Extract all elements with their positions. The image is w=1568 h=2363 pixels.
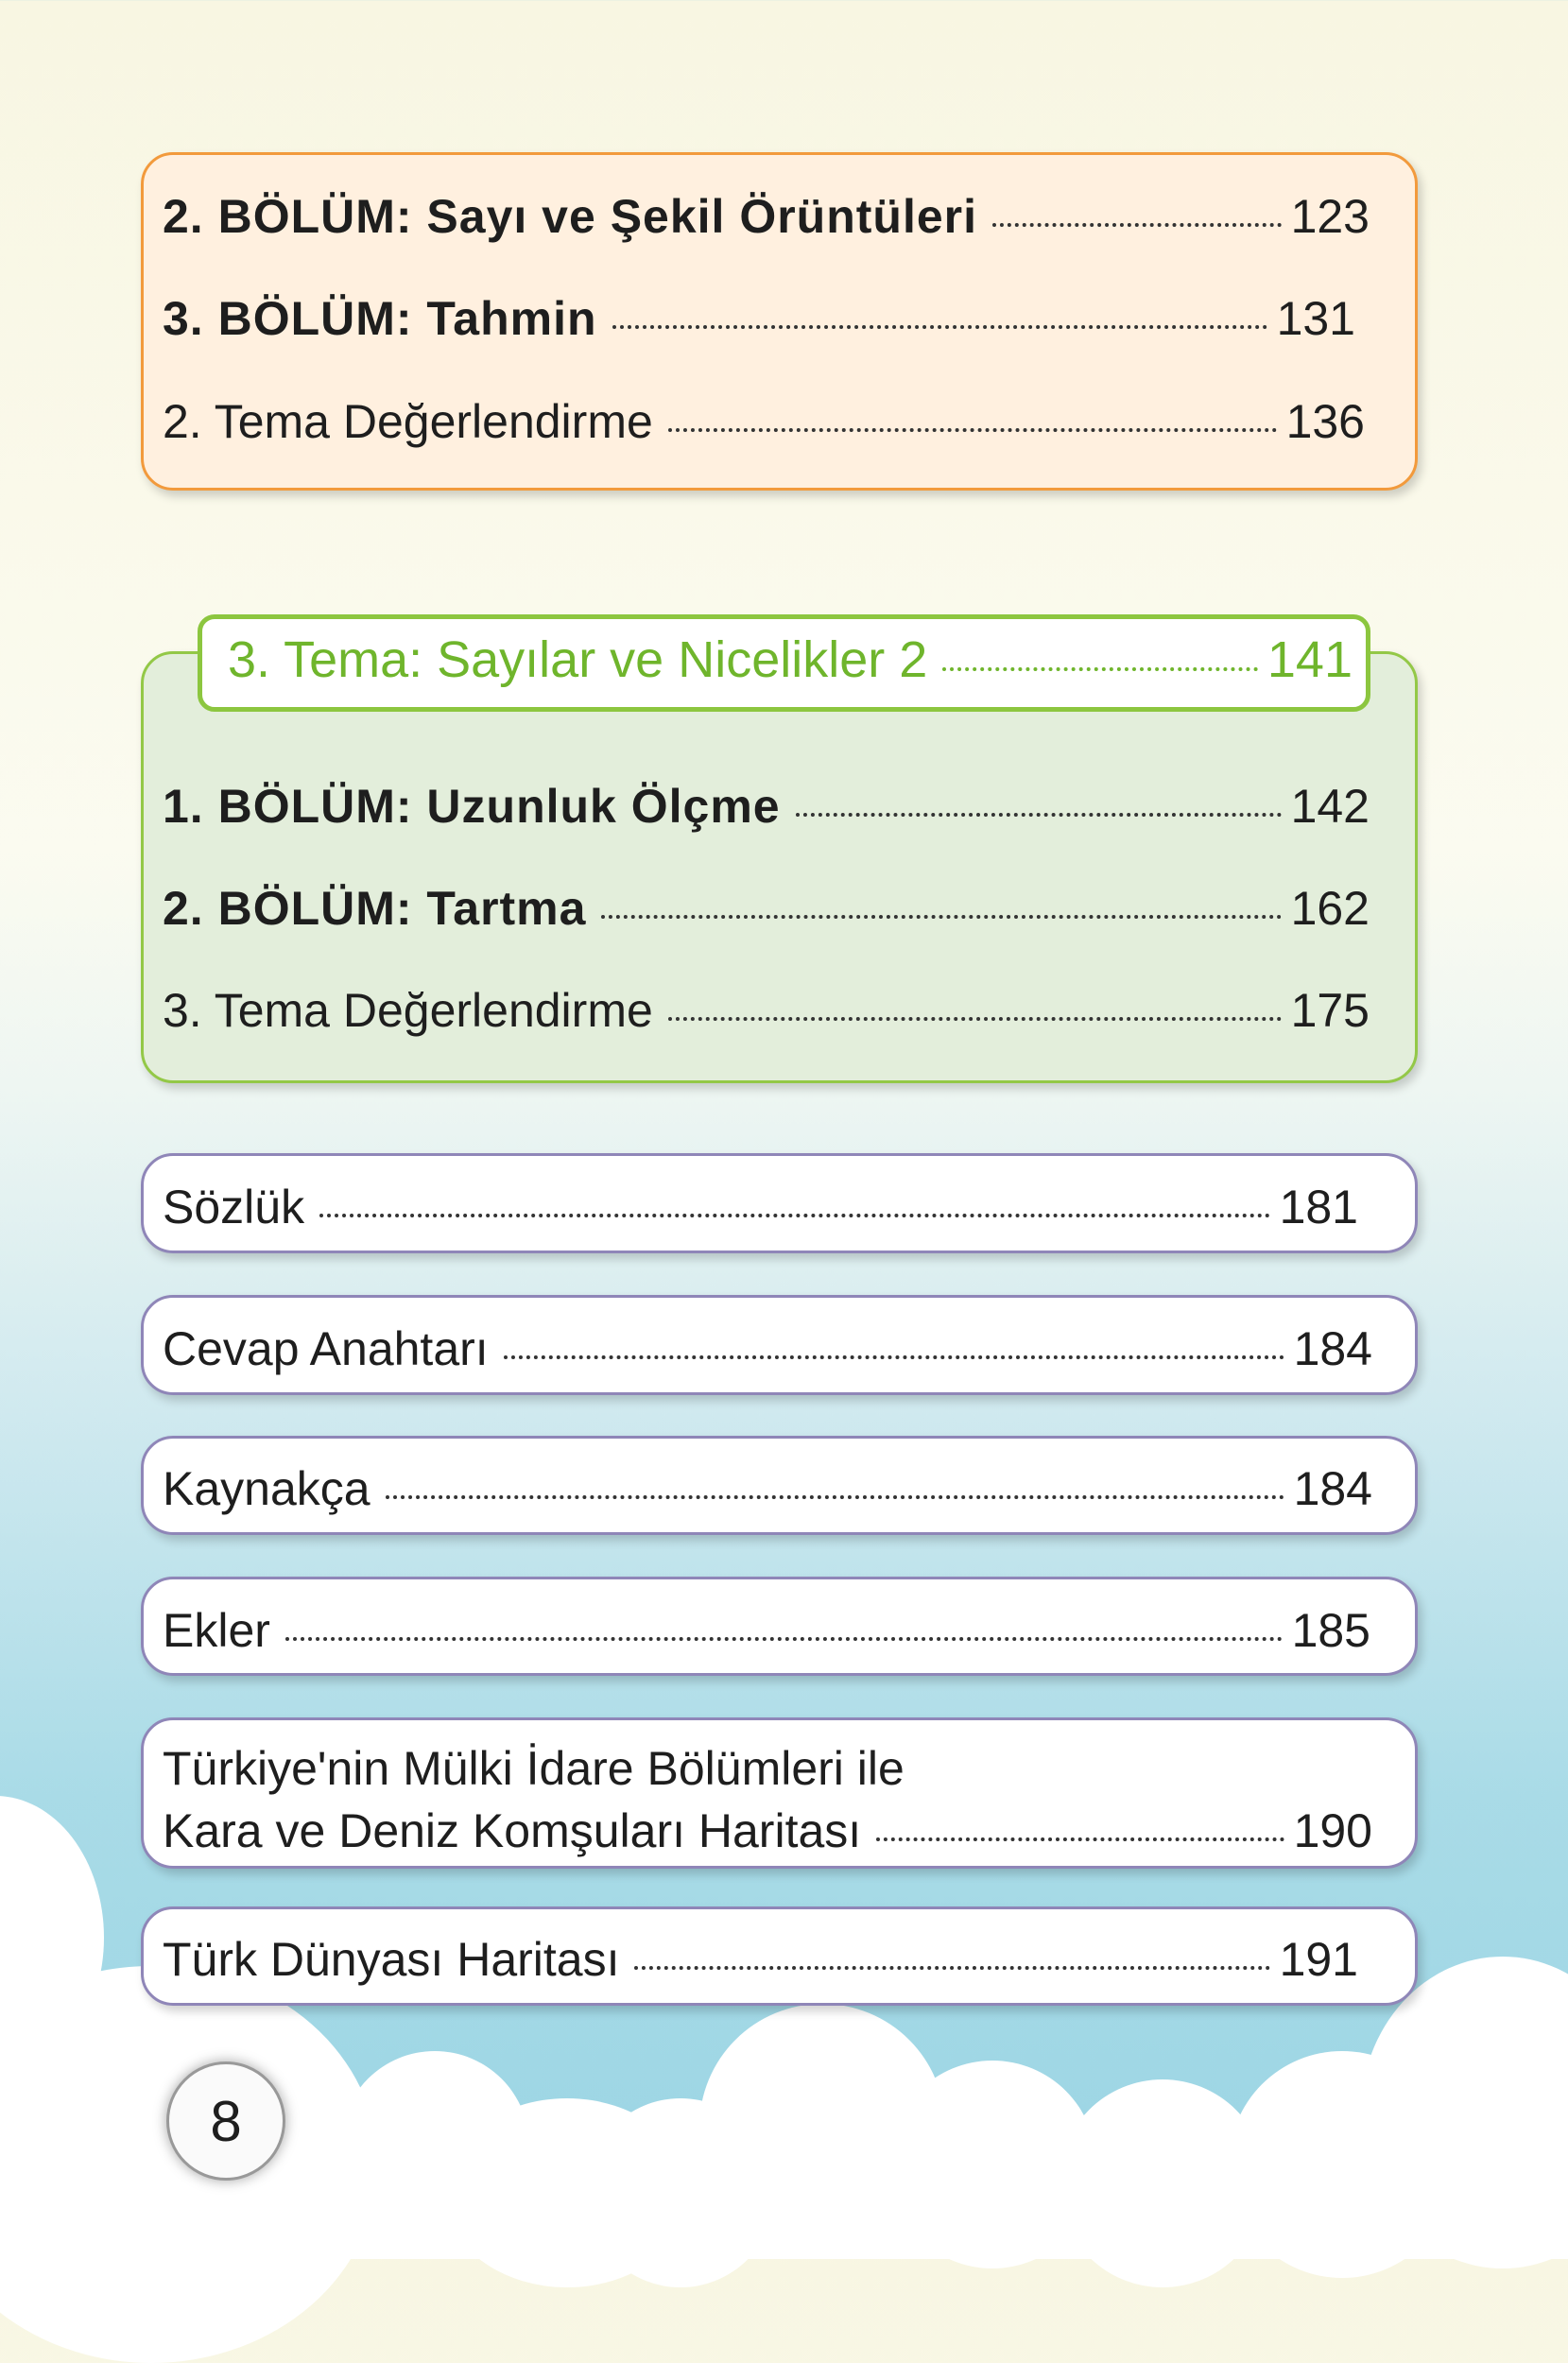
toc-entry[interactable] [163, 1461, 1372, 1516]
toc-entry[interactable] [163, 983, 1370, 1038]
entry-label: Cevap Anahtarı [163, 1322, 489, 1375]
entry-label: 2. BÖLÜM: Sayı ve Şekil Örüntüleri [163, 190, 978, 243]
dot-leader [319, 1214, 1269, 1217]
theme-title: 3. Tema: Sayılar ve Nicelikler 2 [228, 631, 928, 688]
entry-page: 142 [1290, 780, 1370, 833]
entry-label: 3. BÖLÜM: Tahmin [163, 292, 597, 345]
entry-page: 190 [1293, 1804, 1372, 1857]
theme-page: 141 [1266, 631, 1353, 688]
dot-leader [386, 1495, 1284, 1499]
entry-page: 185 [1291, 1604, 1370, 1657]
dot-leader [634, 1966, 1269, 1970]
entry-page: 136 [1285, 395, 1365, 448]
toc-entry[interactable] [163, 291, 1355, 346]
dot-leader [612, 325, 1267, 329]
entry-label: 2. BÖLÜM: Tartma [163, 882, 587, 935]
toc-entry[interactable] [163, 1803, 1372, 1858]
entry-page: 191 [1279, 1933, 1358, 1986]
toc-entry[interactable] [163, 394, 1365, 449]
toc-entry[interactable] [163, 1180, 1358, 1234]
dot-leader [992, 223, 1282, 227]
entry-label: Kaynakça [163, 1462, 370, 1515]
toc-entry[interactable] [163, 881, 1370, 936]
toc-entry[interactable] [163, 779, 1370, 834]
toc-entry[interactable] [163, 1321, 1372, 1376]
theme3-header[interactable] [198, 614, 1370, 712]
toc-entry[interactable] [163, 1603, 1370, 1658]
entry-label: Kara ve Deniz Komşuları Haritası [163, 1804, 862, 1857]
dot-leader [876, 1837, 1284, 1841]
entry-page: 131 [1276, 292, 1355, 345]
dot-leader [285, 1637, 1283, 1641]
entry-page: 162 [1290, 882, 1370, 935]
entry-page: 123 [1290, 190, 1370, 243]
toc-entry[interactable] [163, 1932, 1358, 1987]
entry-label: Türkiye'nin Mülki İdare Bölümleri ile [163, 1742, 905, 1795]
entry-label: Ekler [163, 1604, 270, 1657]
dot-leader [668, 428, 1277, 432]
dot-leader [668, 1017, 1282, 1021]
dot-leader [796, 813, 1282, 817]
entry-page: 184 [1293, 1462, 1372, 1515]
entry-label: 2. Tema Değerlendirme [163, 395, 653, 448]
dot-leader [504, 1355, 1284, 1359]
toc-entry[interactable] [163, 189, 1370, 244]
entry-page: 175 [1290, 984, 1370, 1037]
entry-label: Türk Dünyası Haritası [163, 1933, 620, 1986]
page-number: 8 [166, 2061, 285, 2181]
entry-page: 181 [1279, 1181, 1358, 1233]
entry-label: Sözlük [163, 1181, 305, 1233]
entry-label: 3. Tema Değerlendirme [163, 984, 653, 1037]
dot-leader [942, 667, 1258, 671]
dot-leader [601, 915, 1281, 919]
entry-label-line1 [163, 1741, 905, 1796]
entry-page: 184 [1293, 1322, 1372, 1375]
entry-label: 1. BÖLÜM: Uzunluk Ölçme [163, 780, 781, 833]
